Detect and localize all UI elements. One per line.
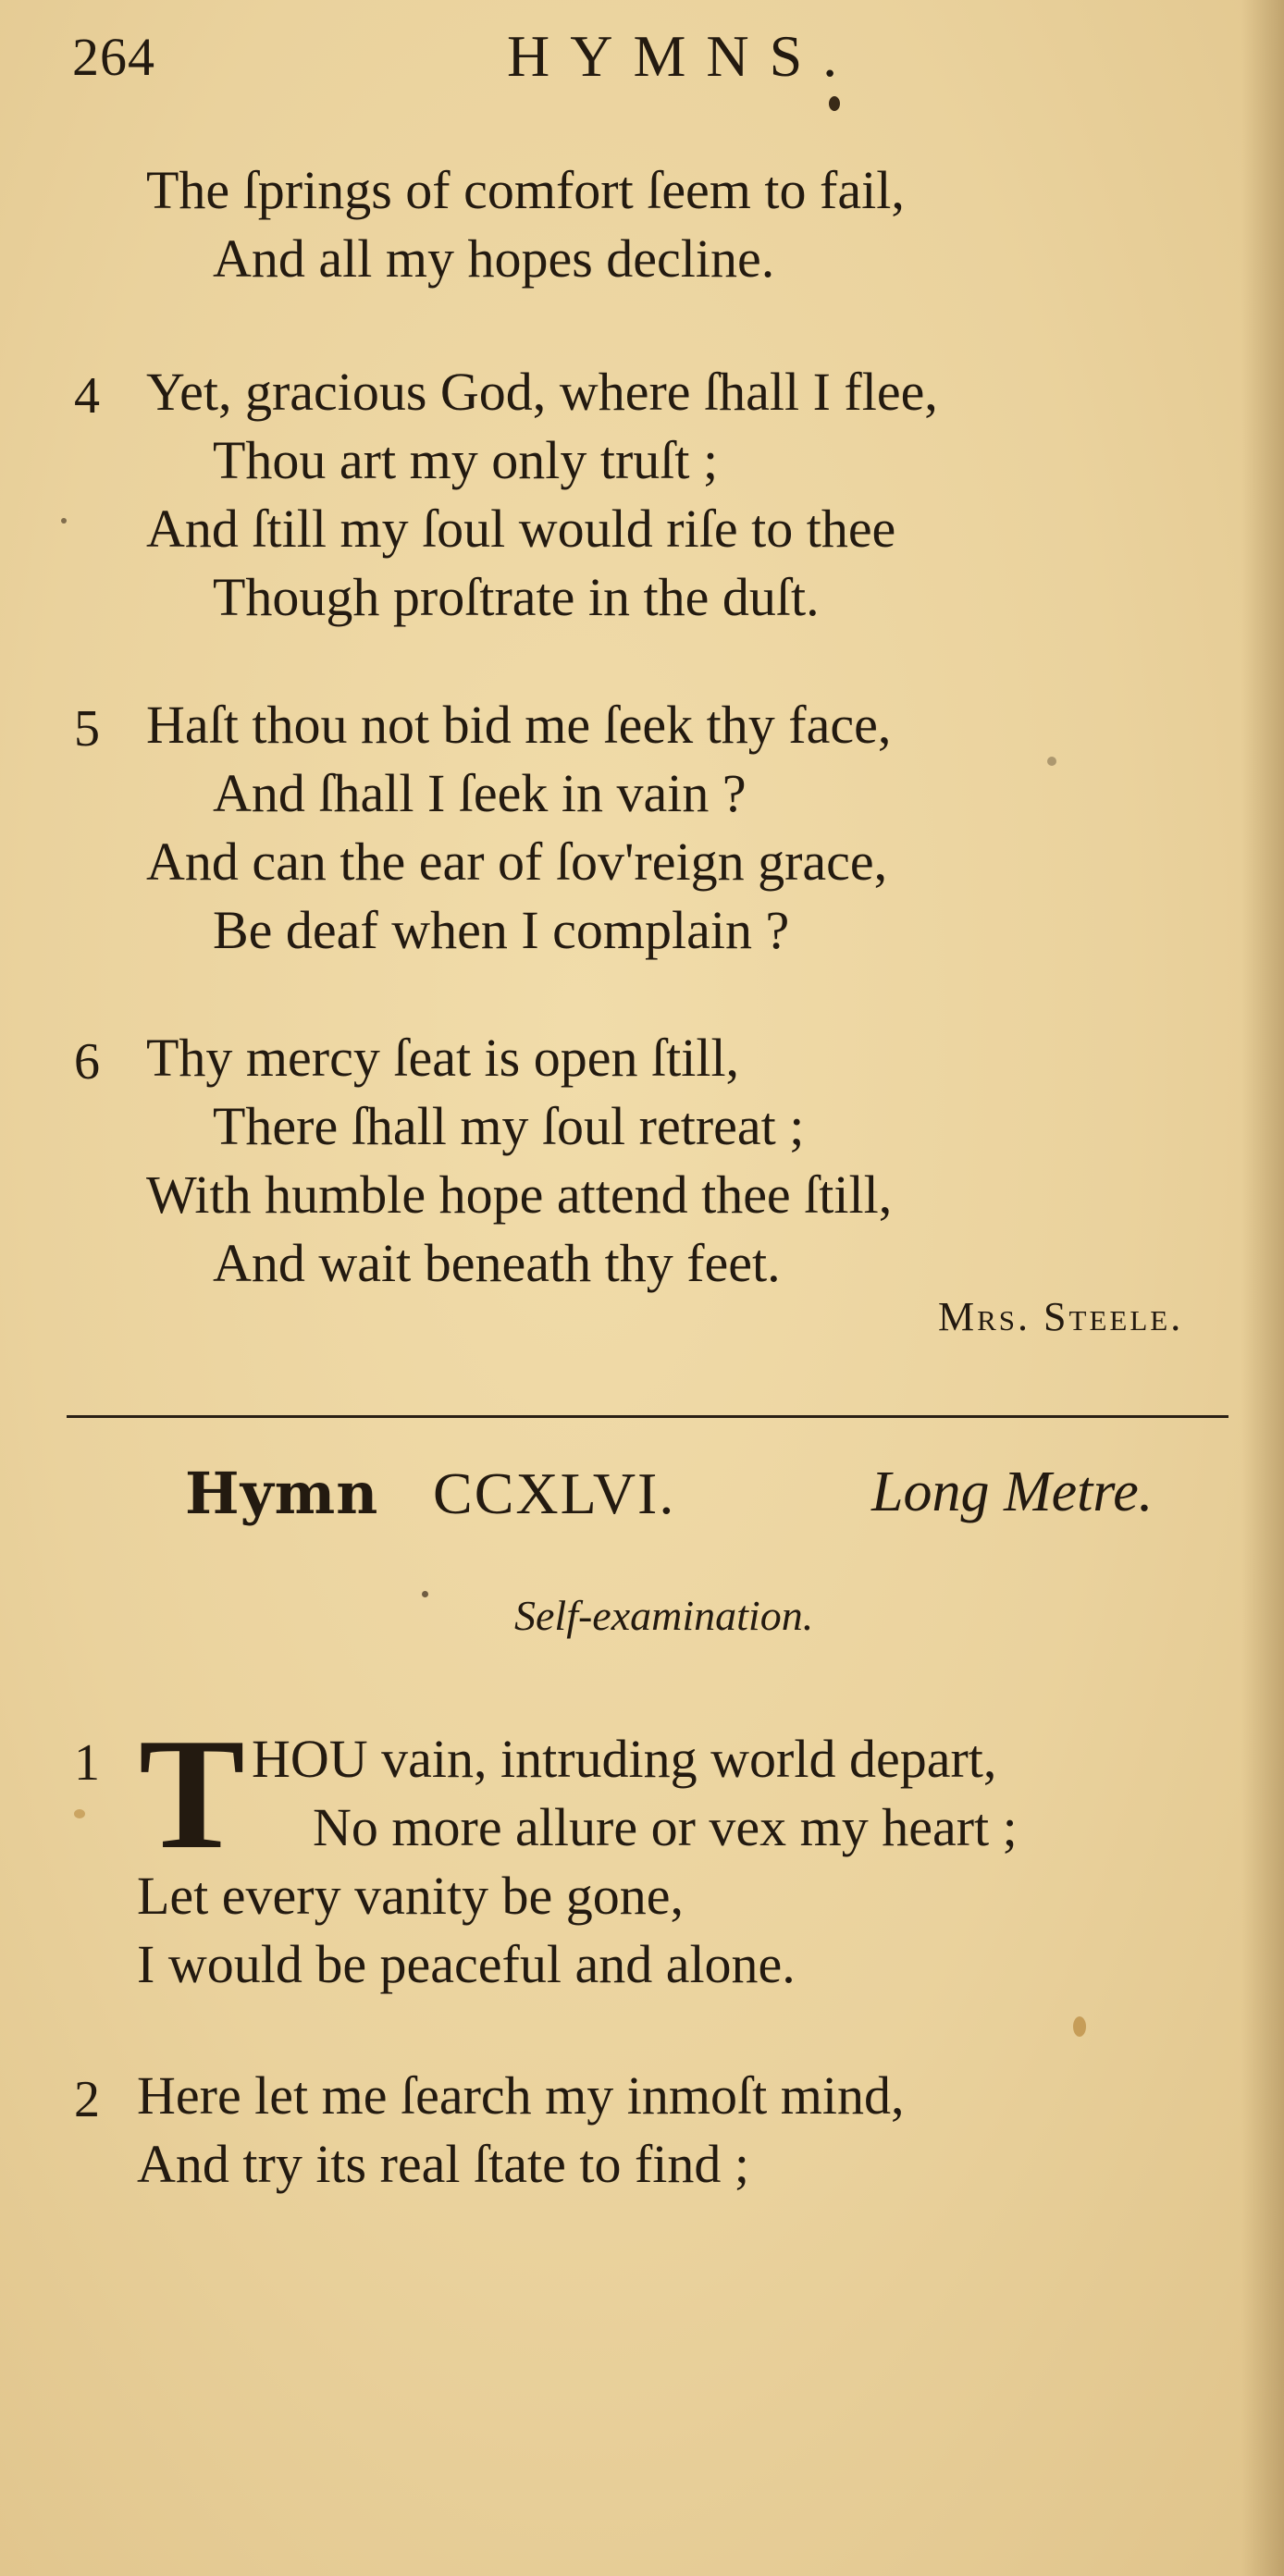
foxing-spot [1073,2016,1086,2037]
verse-line: With humble hope attend thee ſtill, [146,1165,893,1225]
verse-line: And all my hopes decline. [213,228,775,289]
verse-line: And try its real ſtate to find ; [137,2134,750,2194]
verse-line: Yet, gracious God, where ſhall I flee, [146,362,938,422]
hymn-label: Hymn [185,1460,379,1527]
section-divider [67,1415,1228,1418]
running-header [67,17,1223,91]
hymn-number: CCXLVI. [433,1461,676,1526]
verse-line: Thou art my only truſt ; [213,430,719,490]
verse-line: Be deaf when I complain ? [213,900,790,960]
stanza-number: 4 [74,367,100,425]
hymn-author: Mrs. Steele. [938,1294,1184,1339]
running-title: HYMNS. [507,23,858,89]
stanza-number: 6 [74,1033,100,1091]
verse-line: Haſt thou not bid me ſeek thy face, [146,695,892,755]
drop-cap: T [139,1707,245,1882]
hymn-subject: Self-examination. [514,1592,814,1639]
verse-line: The ſprings of comfort ſeem to fail, [146,160,905,220]
stanza-number: 1 [74,1734,100,1792]
stanza-number: 5 [74,700,100,758]
stanza-number: 2 [74,2071,100,2128]
foxing-spot [74,1809,85,1818]
verse-line: No more allure or vex my heart ; [313,1797,1018,1857]
page-edge-shadow [1241,0,1284,2576]
ink-speck [422,1591,428,1597]
verse-line: And can the ear of ſov'reign grace, [146,832,888,892]
verse-line: Though proſtrate in the duſt. [213,567,820,627]
verse-line: And wait beneath thy feet. [213,1233,781,1293]
verse-line: There ſhall my ſoul retreat ; [213,1096,805,1156]
verse-line: I would be peaceful and alone. [137,1934,796,1994]
hymn-metre: Long Metre. [871,1461,1154,1523]
verse-line: And ſhall I ſeek in vain ? [213,763,747,823]
verse-line: Thy mercy ſeat is open ſtill, [146,1028,740,1088]
verse-line: And ſtill my ſoul would riſe to thee [146,499,896,559]
ink-speck [829,96,840,111]
ink-speck [1047,757,1056,766]
verse-line: Here let me ſearch my inmoſt mind, [137,2065,905,2126]
page-number: 264 [72,27,155,87]
verse-line: Let every vanity be gone, [137,1866,685,1926]
hymn-heading [185,1460,1258,1543]
ink-speck [61,518,67,524]
verse-line: HOU vain, intruding world depart, [252,1729,997,1789]
